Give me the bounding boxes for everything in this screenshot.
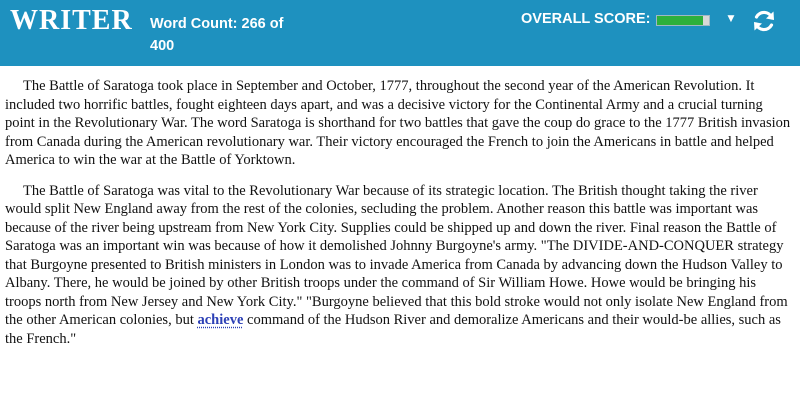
essay-body[interactable] bbox=[5, 77, 793, 360]
word-count: Word Count: 266 of 400 bbox=[150, 16, 284, 54]
chevron-down-icon[interactable]: ▼ bbox=[727, 14, 735, 24]
refresh-icon[interactable] bbox=[751, 8, 777, 34]
overall-score-label: OVERALL SCORE: bbox=[521, 11, 651, 27]
overall-score-meter bbox=[656, 15, 710, 26]
app-logo: WRITER bbox=[10, 5, 133, 36]
top-bar bbox=[0, 0, 800, 66]
essay-paragraph-1: The Battle of Saratoga took place in September and October, 1777, throughout the second year of the American Revolution. It included two horrific battles, fought eighteen days apart, and was a decisive victory for the Continental Army and a crucial turning point in the Revolutionary War. The word Saratoga is shorthand for two battles that gave the coup do grace to the 1777 British invasion from Canada during the American revolutionary war. Their victory encouraged the French to join the Americans in battle and helped America to win the war at the Battle of Yorktown. bbox=[5, 78, 791, 168]
flagged-word[interactable]: achieve bbox=[197, 312, 244, 328]
essay-paragraph-2 bbox=[5, 182, 793, 349]
paragraph-2-text: The Battle of Saratoga was vital to the Revolutionary War because of its strategic location. The British thought taking the river would split New England away from the rest of the colonies, secluding the problem. Another reason this battle was important was because of the river being upstream from New York City. Supplies could be shipped up and down the river. Final reason the Battle of Saratoga was an important win was because of how it demolished Johnny Burgoyne's army. "The DIVIDE-AND-CONQUER strategy that Burgoyne presented to British ministers in London was to invade America from Canada by advancing down the Hudson Valley to Albany. There, he would be joined by other British troops under the command of Sir William Howe. Howe would be bringing his troops north from New Jersey and New York City." "Burgoyne believed that this bold stroke would not only isolate New England from the other American colonies, but bbox=[5, 182, 788, 328]
overall-score-fill bbox=[657, 16, 703, 25]
paragraph-2-text-end: command of the Hudson River and demoralize Americans and their would-be allies, such as the French." bbox=[5, 312, 781, 347]
